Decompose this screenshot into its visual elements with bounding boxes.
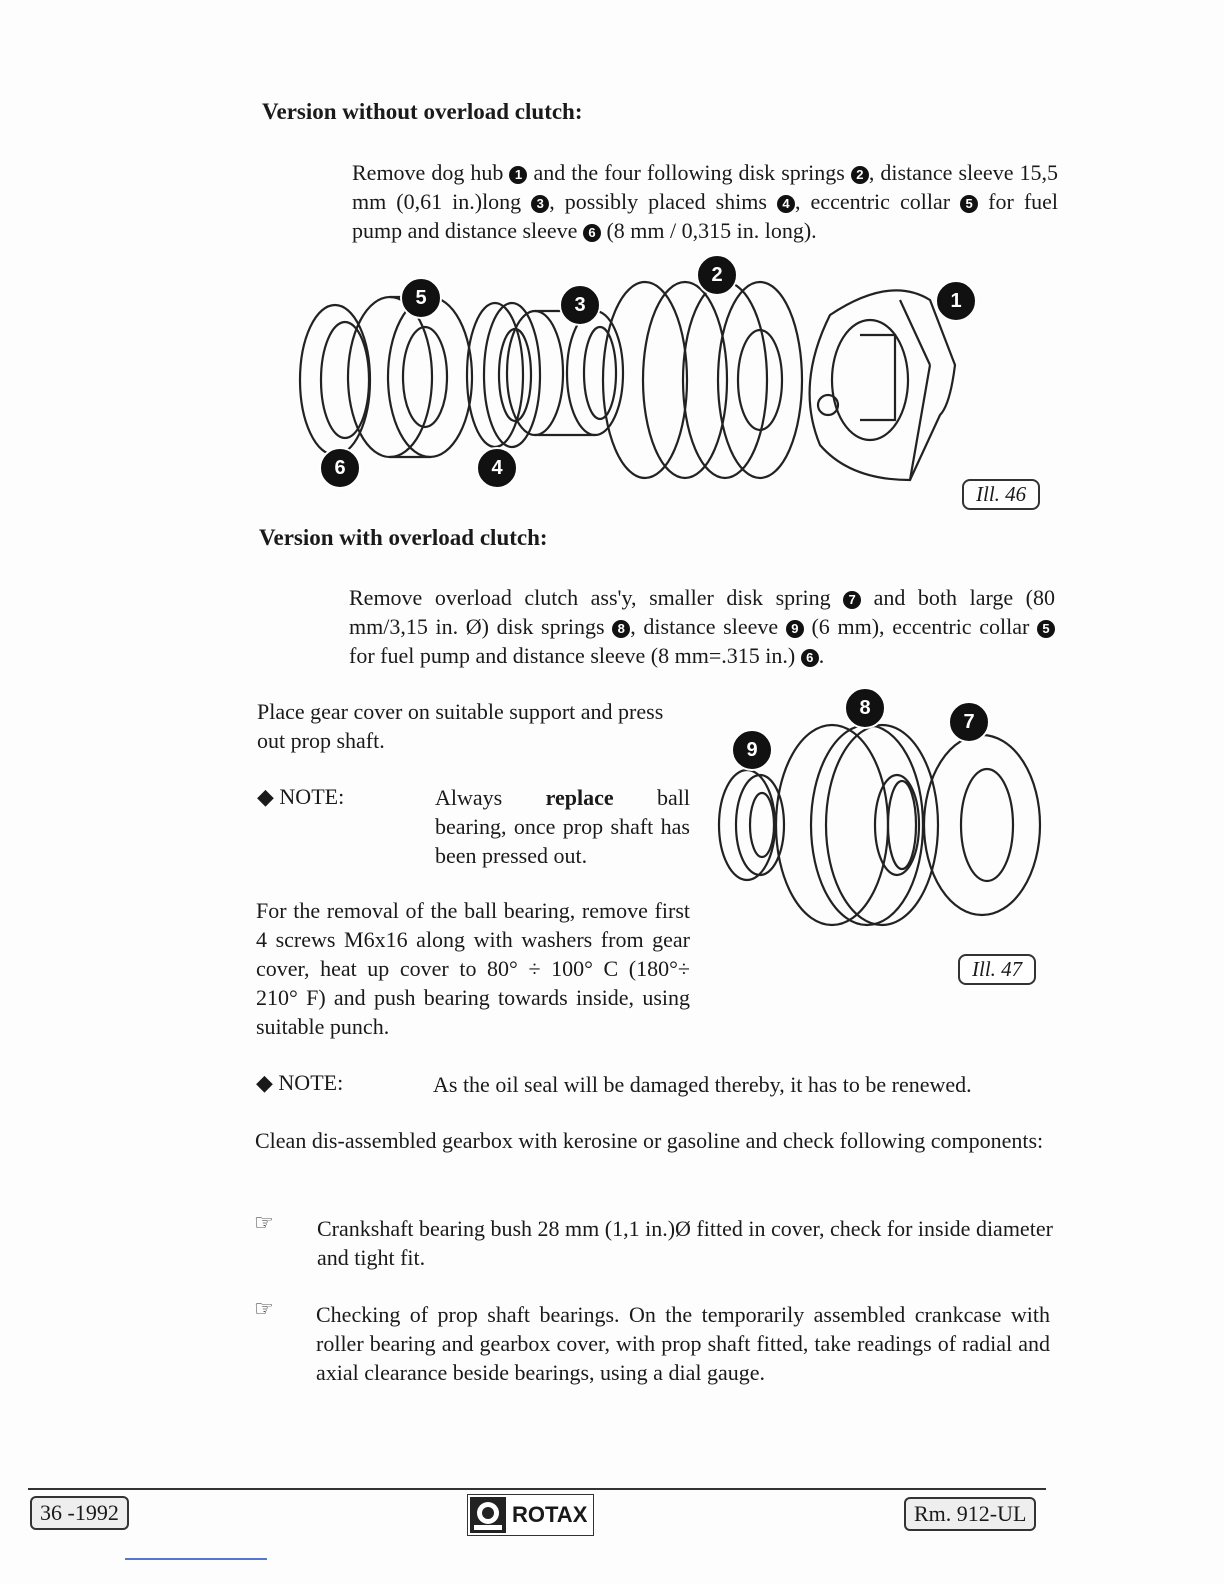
ref-number: 4	[777, 195, 795, 213]
text-fragment: , eccentric collar	[795, 189, 951, 214]
text-fragment: Always	[435, 785, 503, 810]
footer-page-number: 36 -1992	[30, 1496, 129, 1530]
ball-bearing-removal-instruction: For the removal of the ball bearing, remove first 4 screws M6x16 along with washers from gear cover, heat up cover to 80° ÷ 100° C (180°÷ 210° F) and push bearing towards inside, using suitable punch.	[256, 898, 690, 1039]
gear-logo-icon	[470, 1497, 506, 1533]
text-fragment: ball bearing, once prop shaft has been pressed out.	[435, 785, 691, 868]
ref-number: 6	[583, 224, 601, 242]
text-fragment: , possibly placed shims	[549, 189, 767, 214]
ref-number: 5	[960, 195, 978, 213]
cleaning-instruction: Clean dis-assembled gearbox with kerosine or gasoline and check following components:	[255, 1128, 1044, 1153]
callout-1: 1	[937, 282, 975, 320]
check-item-crankshaft-bush: Crankshaft bearing bush 28 mm (1,1 in.)Ø fitted in cover, check for inside diameter and tight fit.	[317, 1216, 1053, 1270]
text-fragment: (8 mm / 0,315 in. long).	[606, 218, 817, 243]
ref-number: 1	[509, 166, 527, 184]
illustration-46-label: Ill. 46	[962, 479, 1040, 510]
text-fragment: .	[818, 643, 825, 668]
callout-2: 2	[698, 256, 736, 294]
diamond-icon: ◆	[256, 1070, 273, 1095]
callout-9: 9	[733, 731, 771, 769]
ref-number: 7	[843, 591, 861, 609]
pointing-hand-icon: ☞	[254, 1297, 274, 1322]
note2-text: As the oil seal will be damaged thereby, it has to be renewed.	[433, 1072, 972, 1097]
removal-instructions-with-clutch	[349, 583, 1055, 670]
text-fragment: , distance sleeve	[630, 614, 779, 639]
diamond-icon: ◆	[257, 784, 274, 809]
illustration-46-disassembly-drawing	[290, 255, 990, 500]
ref-number: 3	[531, 195, 549, 213]
text-fragment: (6 mm), eccentric collar	[811, 614, 1030, 639]
ref-number: 8	[612, 620, 630, 638]
section-heading-without-clutch: Version without overload clutch:	[262, 99, 583, 124]
note1-label	[257, 782, 344, 811]
removal-instructions-without-clutch	[352, 158, 1058, 245]
callout-5: 5	[402, 279, 440, 317]
footer-rule	[28, 1488, 1046, 1490]
ref-number: 5	[1037, 620, 1055, 638]
press-out-instruction: Place gear cover on suitable support and press out prop shaft.	[257, 699, 664, 753]
text-fragment: Remove overload clutch ass'y, smaller disk spring	[349, 585, 831, 610]
note1-text	[435, 783, 690, 870]
section-heading-with-clutch: Version with overload clutch:	[259, 525, 548, 550]
check-item-prop-shaft-bearings: Checking of prop shaft bearings. On the temporarily assembled crankcase with roller bearing and gearbox cover, with prop shaft fitted, take readings of radial and axial clearance beside bearings, using a dial gauge.	[316, 1302, 1050, 1385]
pointing-hand-icon: ☞	[254, 1211, 274, 1236]
text-fragment: for fuel pump and distance sleeve (8 mm=.315 in.)	[349, 643, 796, 668]
text-fragment: , distance sleeve 15,5 mm (0,61 in.)long	[352, 160, 1058, 214]
ref-number: 6	[801, 649, 819, 667]
callout-3: 3	[561, 286, 599, 324]
callout-4: 4	[478, 449, 516, 487]
note-label: NOTE:	[279, 784, 345, 809]
callout-7: 7	[950, 703, 988, 741]
emphasis-replace: replace	[545, 785, 614, 810]
brand-name: ROTAX	[512, 1502, 588, 1527]
callout-8: 8	[846, 689, 884, 727]
footer-manual-ref: Rm. 912-UL	[904, 1497, 1036, 1531]
footer-rotax-logo	[467, 1494, 594, 1536]
note-label: NOTE:	[278, 1070, 344, 1095]
illustration-47-label: Ill. 47	[958, 954, 1036, 985]
text-fragment: and both large (80 mm/3,15 in. Ø) disk springs	[349, 585, 1056, 639]
bottom-edge-mark	[125, 1558, 267, 1560]
text-fragment: for fuel pump and distance sleeve	[352, 189, 1059, 243]
ref-number: 9	[786, 620, 804, 638]
ref-number: 2	[851, 166, 869, 184]
callout-6: 6	[321, 449, 359, 487]
text-fragment: Remove dog hub	[352, 160, 504, 185]
text-fragment: and the four following disk springs	[533, 160, 845, 185]
note2-label	[256, 1068, 343, 1097]
